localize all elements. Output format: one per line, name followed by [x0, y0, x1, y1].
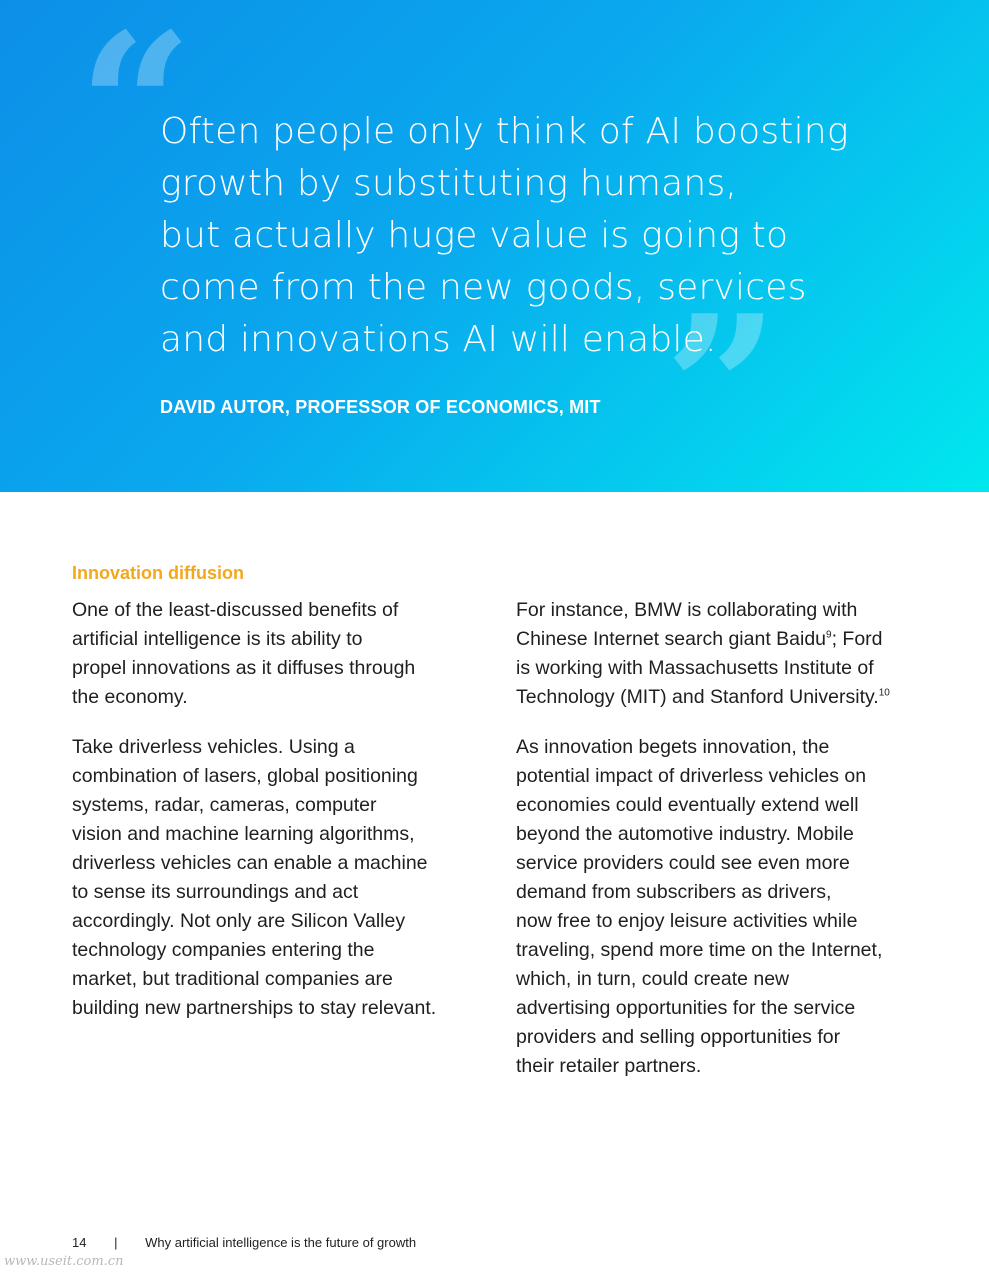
text-fragment: ; Ford	[831, 628, 883, 650]
text-line: market, but traditional companies are	[72, 968, 393, 990]
footer-separator: |	[114, 1235, 118, 1250]
text-line: to sense its surroundings and act	[72, 881, 359, 903]
text-line: the economy.	[72, 686, 188, 708]
text-line: For instance, BMW is collaborating with	[516, 599, 858, 621]
text-line: systems, radar, cameras, computer	[72, 794, 377, 816]
quote-banner	[0, 0, 989, 492]
text-line: Take driverless vehicles. Using a	[72, 736, 355, 758]
quote-line: Often people only think of AI boosting	[160, 111, 849, 152]
text-line: driverless vehicles can enable a machine	[72, 852, 428, 874]
text-line: As innovation begets innovation, the	[516, 736, 830, 758]
text-fragment: Technology (MIT) and Stanford University.	[516, 686, 879, 708]
close-quote-mark: ”	[664, 272, 766, 492]
section-heading: Innovation diffusion	[72, 563, 244, 583]
text-line: now free to enjoy leisure activities while	[516, 910, 858, 932]
text-fragment: Chinese Internet search giant Baidu	[516, 628, 827, 650]
text-line: technology companies entering the	[72, 939, 375, 961]
paragraph	[72, 733, 472, 1023]
text-line: potential impact of driverless vehicles on	[516, 765, 867, 787]
text-line: accordingly. Not only are Silicon Valley	[72, 910, 406, 932]
text-line: service providers could see even more	[516, 852, 850, 874]
pull-quote	[160, 106, 860, 366]
text-line: One of the least-discussed benefits of	[72, 599, 399, 621]
text-line: artificial intelligence is its ability to	[72, 628, 363, 650]
text-line: propel innovations as it diffuses through	[72, 657, 416, 679]
page-footer	[72, 1235, 416, 1251]
open-quote-mark: “	[78, 0, 180, 225]
quote-line: and innovations AI will enable.	[160, 319, 717, 360]
watermark: www.useit.com.cn	[4, 1254, 124, 1269]
footnote-ref: 9	[826, 629, 832, 641]
footnote-ref: 10	[878, 687, 890, 699]
quote-line: growth by substituting humans,	[160, 163, 738, 204]
text-line: traveling, spend more time on the Internet,	[516, 939, 883, 961]
quote-line: but actually huge value is going to	[160, 215, 789, 256]
text-line: advertising opportunities for the service	[516, 997, 856, 1019]
paragraph	[72, 596, 472, 712]
text-line: economies could eventually extend well	[516, 794, 859, 816]
text-line: vision and machine learning algorithms,	[72, 823, 415, 845]
text-line: their retailer partners.	[516, 1055, 702, 1077]
text-line: is working with Massachusetts Institute of	[516, 657, 874, 679]
quote-attribution: DAVID AUTOR, PROFESSOR OF ECONOMICS, MIT	[160, 397, 601, 417]
text-line: demand from subscribers as drivers,	[516, 881, 832, 903]
document-title: Why artificial intelligence is the future of growth	[145, 1235, 417, 1250]
text-line: which, in turn, could create new	[516, 968, 790, 990]
page-number: 14	[72, 1235, 87, 1250]
text-line	[516, 683, 926, 712]
left-column	[72, 596, 472, 1044]
text-line	[516, 625, 926, 654]
right-column	[516, 596, 926, 1102]
text-line: beyond the automotive industry. Mobile	[516, 823, 854, 845]
paragraph	[516, 733, 926, 1081]
quote-line: come from the new goods, services	[160, 267, 807, 308]
text-line: combination of lasers, global positioning	[72, 765, 418, 787]
paragraph	[516, 596, 926, 712]
text-line: building new partnerships to stay relevant.	[72, 997, 437, 1019]
text-line: providers and selling opportunities for	[516, 1026, 841, 1048]
